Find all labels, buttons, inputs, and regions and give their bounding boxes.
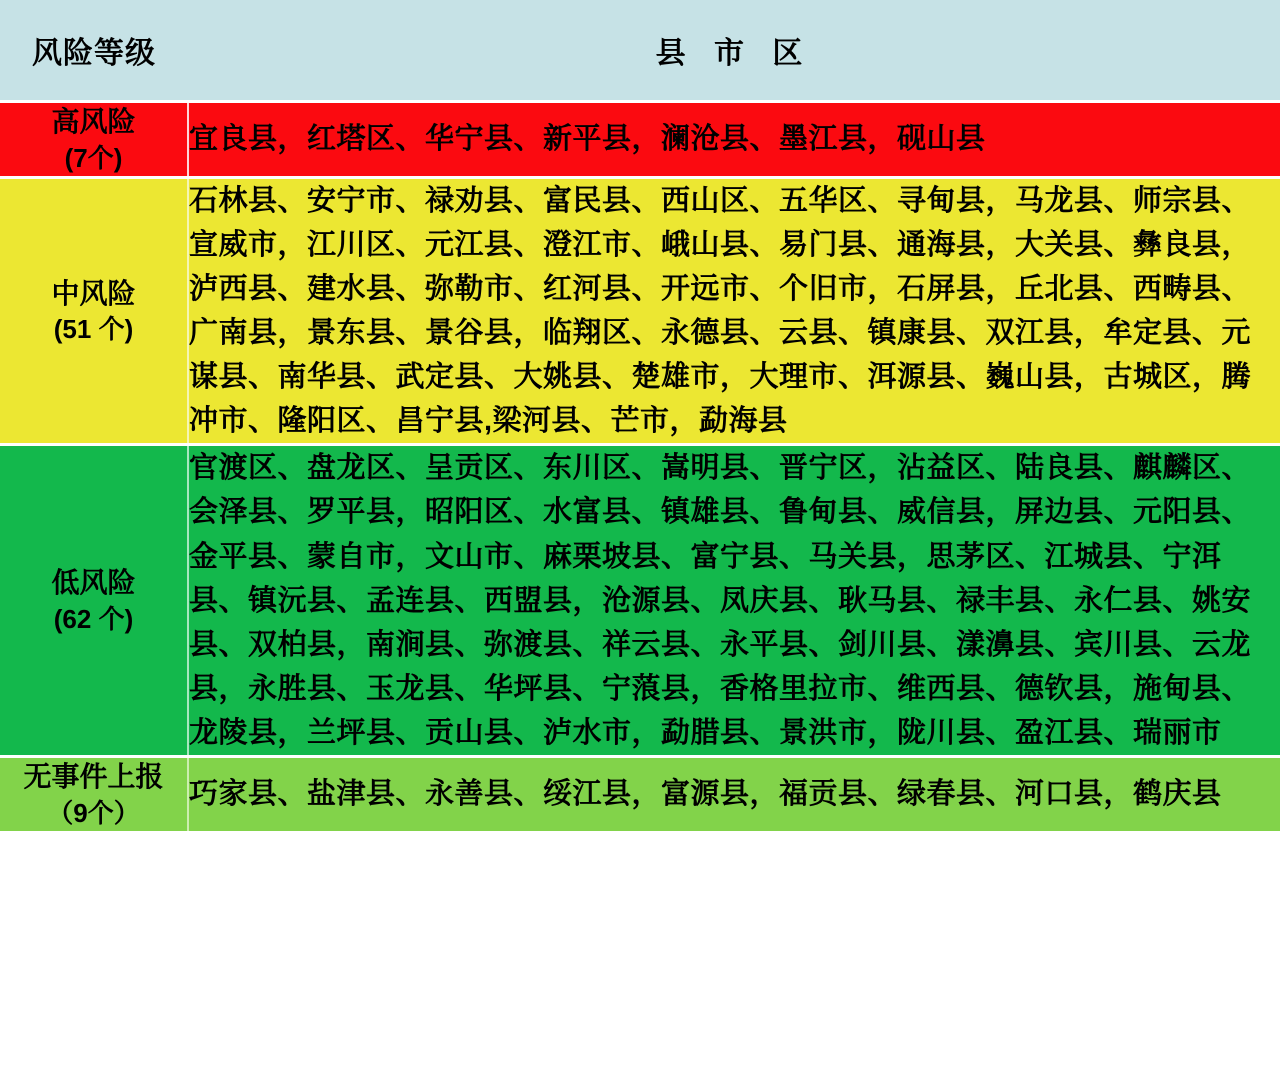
level-count-high: (7个) <box>64 142 123 173</box>
table-row-medium-risk <box>0 179 1280 443</box>
areas-list-low-risk: 官渡区、盘龙区、呈贡区、东川区、嵩明县、晋宁区，沾益区、陆良县、麒麟区、会泽县、罗平县，昭阳区、水富县、镇雄县、鲁甸县、威信县，屏边县、元阳县、金平县、蒙自市，文山市、麻栗坡县、富宁县、马关县，思茅区、江城县、宁洱县、镇沅县、孟连县、西盟县，沧源县、凤庆县、耿马县、禄丰县、永仁县、姚安县、双柏县，南涧县、弥渡县、祥云县、永平县、剑川县、漾濞县、宾川县、云龙县，永胜县、玉龙县、华坪县、宁蒗县，香格里拉市、维西县、德钦县，施甸县、龙陵县，兰坪县、贡山县、泸水市，勐腊县、景洪市，陇川县、盈江县、瑞丽市 <box>188 446 1280 755</box>
table-row-no-report <box>0 758 1280 831</box>
table-row-high-risk <box>0 103 1280 176</box>
level-name-low: 低风险 <box>51 567 136 599</box>
areas-list-medium-risk: 石林县、安宁市、禄劝县、富民县、西山区、五华区、寻甸县，马龙县、师宗县、宣威市，江川区、元江县、澄江市、峨山县、易门县、通海县，大关县、彝良县，泸西县、建水县、弥勒市、红河县、开远市、个旧市，石屏县，丘北县、西畴县、广南县，景东县、景谷县，临翔区、永德县、云县、镇康县、双江县，牟定县、元谋县、南华县、武定县、大姚县、楚雄市，大理市、洱源县、巍山县，古城区，腾冲市、隆阳区、昌宁县,梁河县、芒市，勐海县 <box>188 179 1280 443</box>
level-name-medium: 中风险 <box>51 277 136 309</box>
table-header-row <box>0 0 1280 100</box>
level-count-no-report: （9个） <box>47 797 140 828</box>
header-cell-risk-level: 风险等级 <box>0 0 188 100</box>
level-label-high-risk <box>0 103 188 176</box>
level-count-low: (62 个) <box>53 603 134 634</box>
header-cell-areas: 县 市 区 <box>188 0 1280 100</box>
level-name-no-report: 无事件上报 <box>23 760 164 792</box>
level-label-no-report <box>0 758 188 831</box>
level-label-low-risk <box>0 446 188 755</box>
level-count-medium: (51 个) <box>53 314 134 345</box>
level-name-high: 高风险 <box>51 106 136 137</box>
areas-list-high-risk: 宜良县，红塔区、华宁县、新平县，澜沧县、墨江县，砚山县 <box>188 103 1280 176</box>
table-row-low-risk <box>0 446 1280 755</box>
level-label-medium-risk <box>0 179 188 443</box>
areas-list-no-report: 巧家县、盐津县、永善县、绥江县，富源县，福贡县、绿春县、河口县，鹤庆县 <box>188 758 1280 831</box>
